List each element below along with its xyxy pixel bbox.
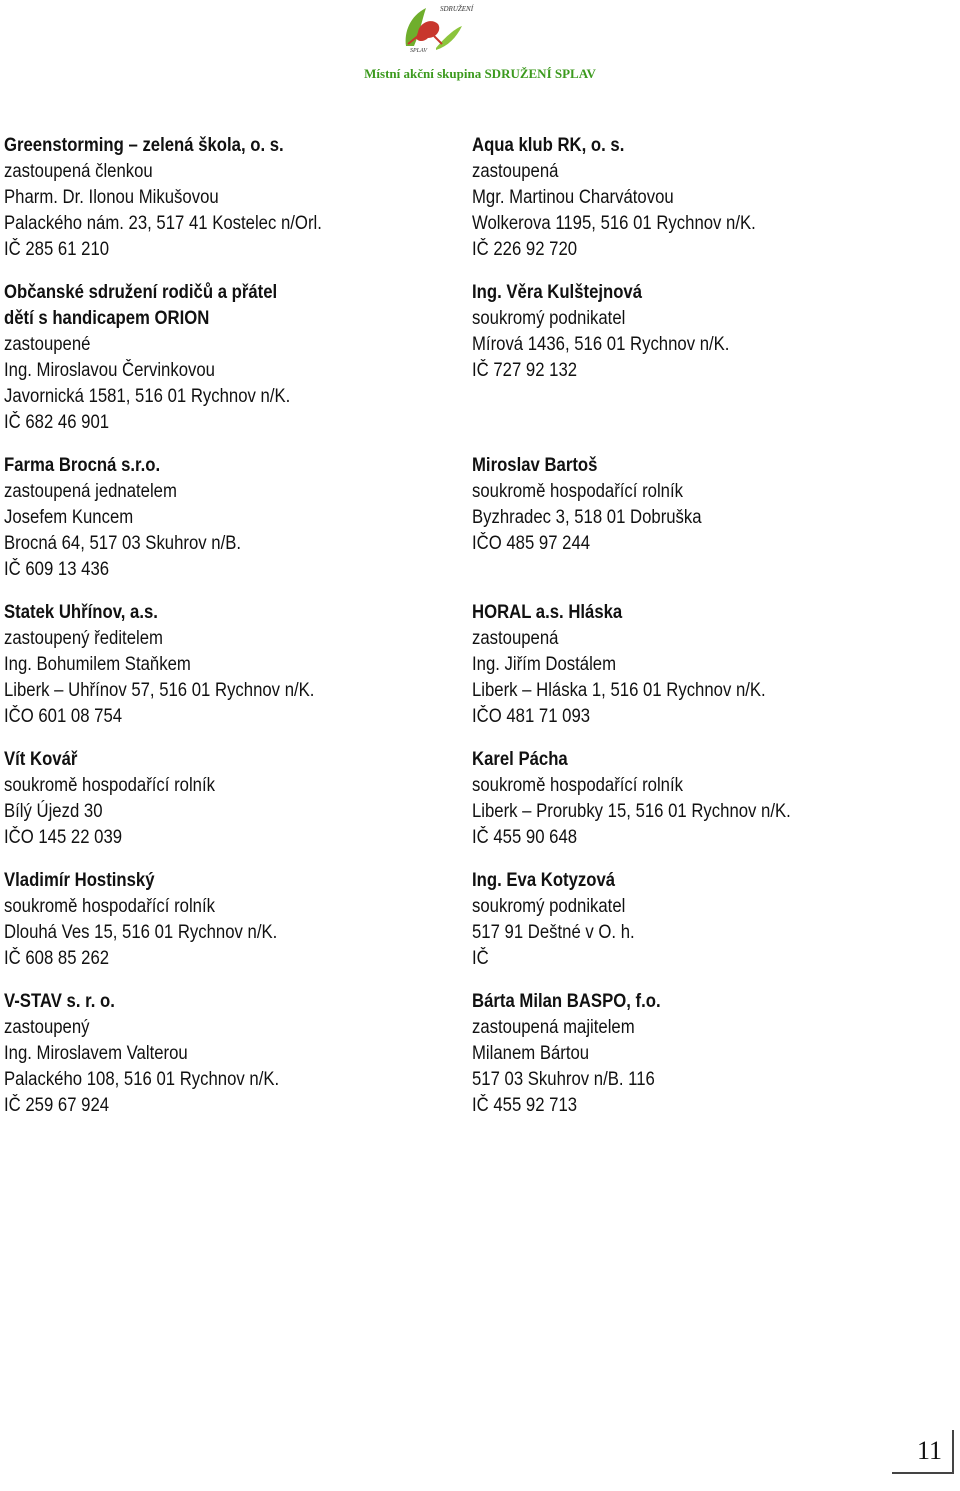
entry-line: zastoupená	[472, 628, 559, 649]
entry-line: IČ 727 92 132	[472, 360, 578, 381]
entry-name: Miroslav Bartoš	[472, 455, 598, 476]
entry-line: IČ 226 92 720	[472, 239, 578, 260]
entry-line: zastoupená členkou	[4, 161, 153, 182]
entry-spacer	[472, 410, 894, 436]
entry-line: IČO 481 71 093	[472, 706, 591, 727]
entry-line: IČ 455 92 713	[472, 1095, 578, 1116]
contact-entry	[472, 453, 952, 583]
entry-line: IČO 485 97 244	[472, 533, 591, 554]
page-number-box	[892, 1430, 954, 1474]
entry-line: Liberk – Hláska 1, 516 01 Rychnov n/K.	[472, 680, 766, 701]
entry-line: Wolkerova 1195, 516 01 Rychnov n/K.	[472, 213, 756, 234]
contact-entry	[472, 280, 952, 436]
entry-line: IČ 259 67 924	[4, 1095, 110, 1116]
entry-name: Greenstorming – zelená škola, o. s.	[4, 135, 284, 156]
entry-line: zastoupená jednatelem	[4, 481, 177, 502]
entry-line: soukromě hospodařící rolník	[472, 481, 683, 502]
contact-entry	[472, 747, 952, 851]
entry-name: HORAL a.s. Hláska	[472, 602, 623, 623]
contact-entry	[472, 868, 952, 972]
entry-line: Palackého nám. 23, 517 41 Kostelec n/Orl.	[4, 213, 322, 234]
entry-line: Ing. Bohumilem Staňkem	[4, 654, 191, 675]
entry-line: IČ	[472, 948, 489, 969]
page-number: 11	[916, 1436, 942, 1465]
contact-entry	[4, 133, 459, 263]
left-column	[4, 133, 459, 1136]
entry-line: soukromě hospodařící rolník	[472, 775, 683, 796]
entry-line: zastoupená	[472, 161, 559, 182]
entry-line: IČ 682 46 901	[4, 412, 110, 433]
entry-line: Bílý Újezd 30	[4, 801, 103, 822]
contact-entry	[472, 133, 952, 263]
page-header	[0, 0, 960, 95]
entry-line: Mírová 1436, 516 01 Rychnov n/K.	[472, 334, 730, 355]
entry-name: Občanské sdružení rodičů a přátel	[4, 282, 278, 303]
entry-line: 517 91 Deštné v O. h.	[472, 922, 635, 943]
entry-line: soukromý podnikatel	[472, 896, 626, 917]
entry-name: Ing. Věra Kulštejnová	[472, 282, 643, 303]
splav-frog-logo	[396, 2, 474, 54]
entry-line: IČ 609 13 436	[4, 559, 110, 580]
contact-entry	[472, 989, 952, 1119]
entry-line: Javornická 1581, 516 01 Rychnov n/K.	[4, 386, 291, 407]
entry-line: IČ 455 90 648	[472, 827, 578, 848]
contact-entry	[4, 600, 459, 730]
entry-name: Karel Pácha	[472, 749, 568, 770]
entry-line: Dlouhá Ves 15, 516 01 Rychnov n/K.	[4, 922, 278, 943]
entry-line: zastoupený	[4, 1017, 90, 1038]
entry-line: zastoupené	[4, 334, 91, 355]
contact-entry	[4, 989, 459, 1119]
entry-name: Farma Brocná s.r.o.	[4, 455, 161, 476]
organization-title: Místní akční skupina SDRUŽENÍ SPLAV	[364, 66, 596, 81]
entry-spacer	[472, 557, 894, 583]
entry-line: Liberk – Uhřínov 57, 516 01 Rychnov n/K.	[4, 680, 315, 701]
entry-name: Aqua klub RK, o. s.	[472, 135, 625, 156]
contact-entry	[472, 600, 952, 730]
contact-entry	[4, 280, 459, 436]
leaf-shape	[436, 26, 462, 50]
entry-name: Vladimír Hostinský	[4, 870, 155, 891]
entry-line: Palackého 108, 516 01 Rychnov n/K.	[4, 1069, 280, 1090]
entry-line: Milanem Bártou	[472, 1043, 590, 1064]
entry-spacer	[472, 384, 894, 410]
entry-line: Ing. Jiřím Dostálem	[472, 654, 617, 675]
contact-entry	[4, 868, 459, 972]
logo-text-top: SDRUŽENÍ	[440, 5, 474, 13]
entry-line: Liberk – Prorubky 15, 516 01 Rychnov n/K.	[472, 801, 791, 822]
entry-line: soukromý podnikatel	[472, 308, 626, 329]
entry-line: IČ 608 85 262	[4, 948, 110, 969]
entry-line: Ing. Miroslavem Valterou	[4, 1043, 188, 1064]
entry-line: IČO 601 08 754	[4, 706, 123, 727]
entry-line: soukromě hospodařící rolník	[4, 775, 215, 796]
entry-name-continued: dětí s handicapem ORION	[4, 308, 210, 329]
entry-name: Vít Kovář	[4, 749, 78, 770]
logo-text-bottom: SPLAV	[410, 48, 428, 54]
entry-line: Mgr. Martinou Charvátovou	[472, 187, 674, 208]
entry-line: IČO 145 22 039	[4, 827, 123, 848]
right-column	[472, 133, 952, 1136]
contact-entry	[4, 453, 459, 583]
entry-line: Josefem Kuncem	[4, 507, 134, 528]
entry-line: zastoupená majitelem	[472, 1017, 635, 1038]
entry-line: Pharm. Dr. Ilonou Mikušovou	[4, 187, 219, 208]
entry-name: Statek Uhřínov, a.s.	[4, 602, 158, 623]
entry-line: 517 03 Skuhrov n/B. 116	[472, 1069, 655, 1090]
entry-line: IČ 285 61 210	[4, 239, 110, 260]
contact-entry	[4, 747, 459, 851]
entry-line: Brocná 64, 517 03 Skuhrov n/B.	[4, 533, 242, 554]
entry-line: zastoupený ředitelem	[4, 628, 163, 649]
entry-line: Ing. Miroslavou Červinkovou	[4, 360, 215, 381]
entry-line: soukromě hospodařící rolník	[4, 896, 215, 917]
entry-name: Ing. Eva Kotyzová	[472, 870, 616, 891]
entry-name: Bárta Milan BASPO, f.o.	[472, 991, 661, 1012]
entry-line: Byzhradec 3, 518 01 Dobruška	[472, 507, 702, 528]
entry-name: V-STAV s. r. o.	[4, 991, 115, 1012]
